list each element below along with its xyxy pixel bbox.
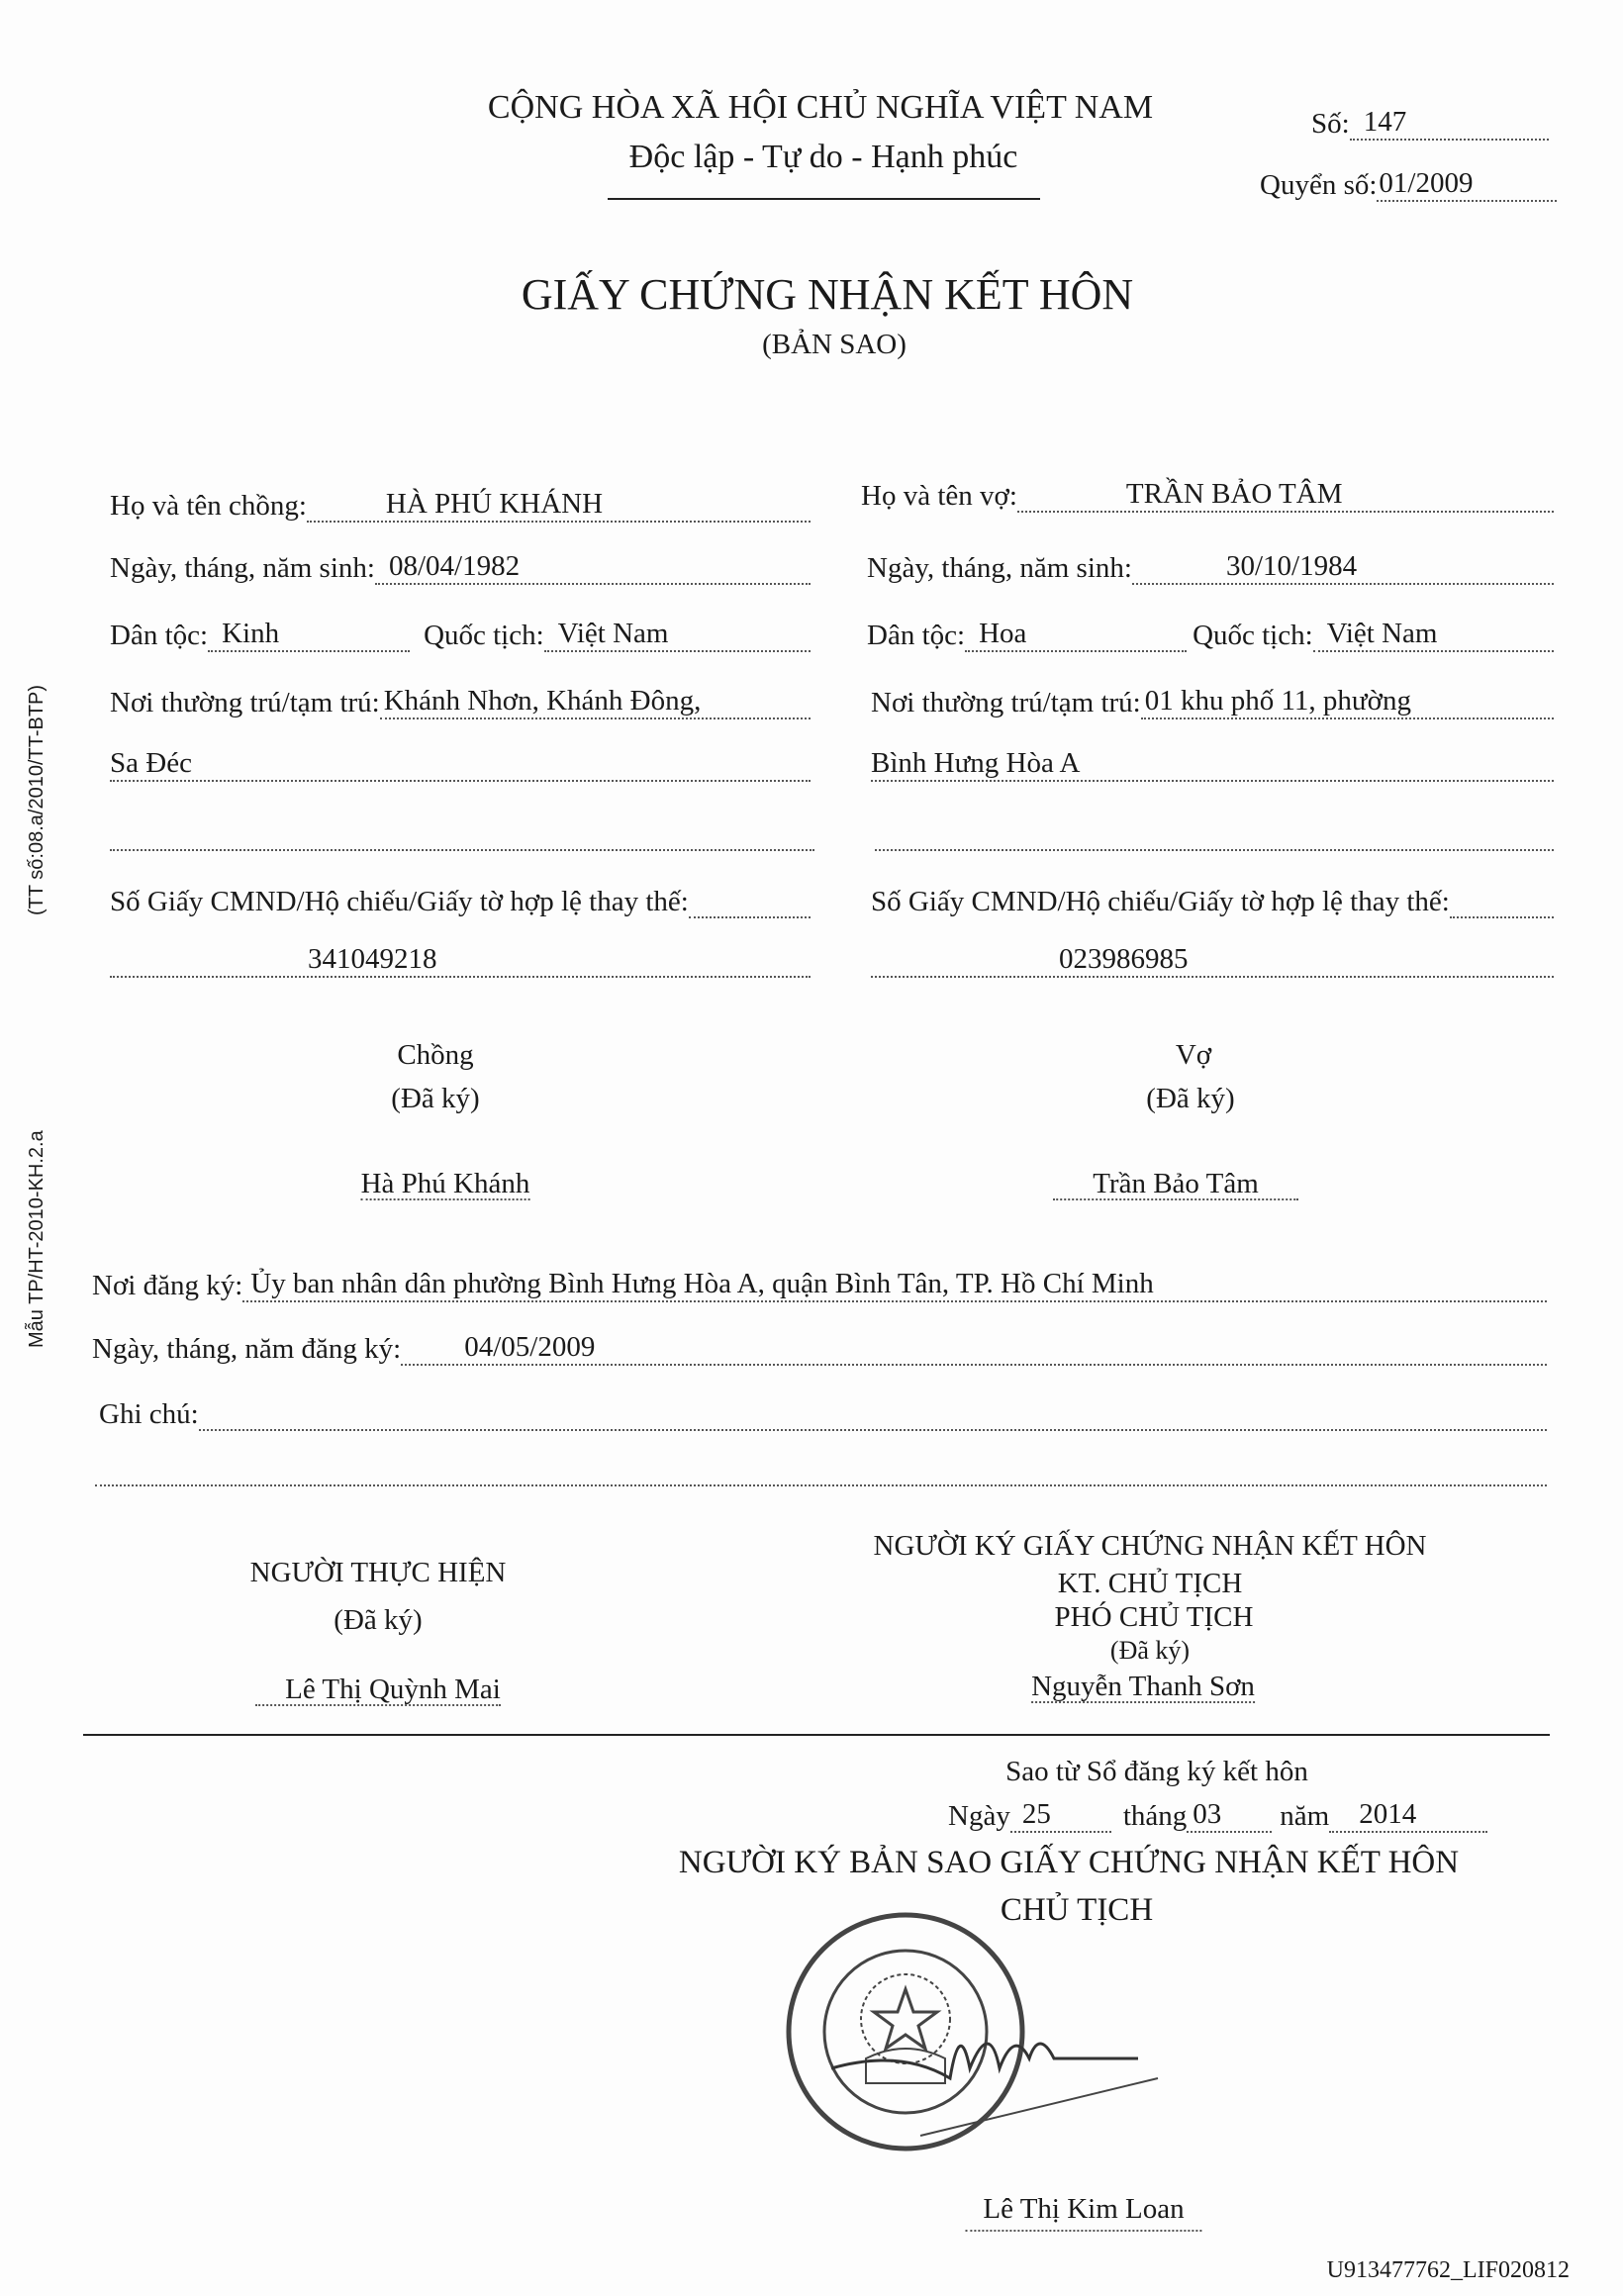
- copy-date: [948, 1799, 1487, 1833]
- divider: [83, 1734, 1550, 1736]
- wife-dob-field: [867, 551, 1554, 585]
- wife-address-line2: Bình Hưng Hòa A: [871, 748, 1554, 782]
- label: Số Giấy CMND/Hộ chiếu/Giấy tờ hợp lệ thay thế:: [871, 886, 1450, 918]
- label: Ngày, tháng, năm đăng ký:: [92, 1333, 402, 1365]
- wife-address-field: [871, 686, 1554, 719]
- husband-id-label-field: [110, 887, 811, 918]
- label: tháng: [1122, 1800, 1188, 1832]
- executor-signed: (Đã ký): [334, 1604, 423, 1636]
- wife-id: 023986985: [871, 944, 1554, 978]
- so-label: Số:: [1311, 108, 1350, 140]
- copy-source: Sao từ Sổ đăng ký kết hôn: [1005, 1756, 1308, 1787]
- label: Quốc tịch:: [424, 620, 544, 651]
- husband-address-field: [110, 686, 811, 719]
- document-code: U913477762_LIF020812: [1326, 2257, 1570, 2283]
- stamp-icon: [789, 1915, 1022, 2149]
- nation-heading: CỘNG HÒA XÃ HỘI CHỦ NGHĨA VIỆT NAM: [487, 89, 1154, 126]
- label: Nơi thường trú/tạm trú:: [871, 687, 1141, 718]
- quyen-field: [1260, 168, 1557, 202]
- wife-address-line3-field: [875, 819, 1554, 851]
- copy-month: 03: [1187, 1799, 1272, 1833]
- blank: [689, 887, 811, 918]
- quyen-label: Quyển số:: [1260, 169, 1378, 201]
- motto: Độc lập - Tự do - Hạnh phúc: [628, 139, 1018, 175]
- blank-line: [95, 1455, 1547, 1486]
- husband-nationality: Việt Nam: [544, 619, 811, 652]
- executor-title: NGƯỜI THỰC HIỆN: [249, 1557, 507, 1588]
- label: Họ và tên chồng:: [110, 490, 307, 522]
- quyen-value: 01/2009: [1377, 168, 1557, 202]
- note-field: [99, 1399, 1547, 1431]
- reg-date-field: [92, 1332, 1547, 1366]
- husband-name: HÀ PHÚ KHÁNH: [307, 489, 811, 523]
- reg-place-field: [92, 1269, 1547, 1302]
- copy-year: 2014: [1329, 1799, 1487, 1833]
- copy-signer-title: NGƯỜI KÝ BẢN SAO GIẤY CHỨNG NHẬN KẾT HÔN: [678, 1845, 1460, 1880]
- husband-name-field: [110, 489, 811, 523]
- wife-address-line2-field: [871, 748, 1554, 782]
- wife-name-field: [861, 479, 1554, 513]
- blank: [1450, 887, 1554, 918]
- wife-id-label-field: [871, 887, 1554, 918]
- motto-underline: [608, 198, 1040, 200]
- signer-signed: (Đã ký): [1109, 1636, 1191, 1665]
- husband-ethnic-field: [110, 619, 811, 652]
- label: Dân tộc:: [110, 620, 209, 651]
- wife-sign-name: Trần Bảo Tâm: [1053, 1170, 1298, 1200]
- wife-role: Vợ: [1175, 1039, 1212, 1071]
- wife-address-line1: 01 khu phố 11, phường: [1141, 686, 1554, 719]
- husband-ethnic: Kinh: [208, 619, 410, 652]
- so-value: 147: [1350, 107, 1549, 141]
- reg-place: Ủy ban nhân dân phường Bình Hưng Hòa A, quận Bình Tân, TP. Hồ Chí Minh: [242, 1269, 1547, 1302]
- so-field: [1311, 107, 1549, 141]
- husband-dob: 08/04/1982: [375, 551, 811, 585]
- label: Ngày, tháng, năm sinh:: [110, 552, 375, 584]
- husband-id: 341049218: [110, 944, 811, 978]
- wife-ethnic: Hoa: [965, 619, 1187, 652]
- husband-address-line3-field: [110, 819, 814, 851]
- label: Ngày, tháng, năm sinh:: [867, 552, 1132, 584]
- label: Họ và tên vợ:: [861, 480, 1017, 512]
- copy-day: 25: [1010, 1799, 1111, 1833]
- reg-date: 04/05/2009: [401, 1332, 1547, 1366]
- wife-name: TRẦN BẢO TÂM: [1017, 479, 1554, 513]
- blank-line: [875, 819, 1554, 851]
- husband-sign-name: Hà Phú Khánh: [360, 1168, 530, 1199]
- husband-id-field: [110, 944, 811, 978]
- husband-role: Chồng: [397, 1039, 474, 1071]
- husband-address-line2: Sa Đéc: [110, 748, 811, 782]
- label: Nơi đăng ký:: [92, 1270, 243, 1301]
- copy-signer-position: CHỦ TỊCH: [1000, 1892, 1154, 1928]
- note-line2: [95, 1455, 1547, 1486]
- husband-address-line2-field: [110, 748, 811, 782]
- circular-ref: (TT số:08.a/2010/TT-BTP): [26, 684, 48, 915]
- label: Số Giấy CMND/Hộ chiếu/Giấy tờ hợp lệ thay thế:: [110, 886, 689, 918]
- label: Ngày: [948, 1800, 1010, 1832]
- label: Quốc tịch:: [1193, 620, 1313, 651]
- official-stamp-and-signature: [782, 1910, 1316, 2167]
- wife-id-field: [871, 944, 1554, 978]
- husband-address-line1: Khánh Nhơn, Khánh Đông,: [380, 686, 811, 719]
- husband-signed: (Đã ký): [391, 1083, 480, 1114]
- signer-kt: KT. CHỦ TỊCH: [1057, 1568, 1243, 1599]
- signer-position: PHÓ CHỦ TỊCH: [1054, 1601, 1254, 1633]
- blank-line: [110, 819, 814, 851]
- wife-signed: (Đã ký): [1146, 1083, 1235, 1114]
- copy-signer-name: Lê Thị Kim Loan: [965, 2195, 1201, 2232]
- wife-dob: 30/10/1984: [1132, 551, 1554, 585]
- document-subtitle: (BẢN SAO): [762, 329, 907, 360]
- executor-name: Lê Thị Quỳnh Mai: [255, 1675, 501, 1706]
- note-value: [199, 1399, 1547, 1431]
- label: năm: [1280, 1800, 1330, 1832]
- form-ref: Mẫu TP/HT-2010-KH.2.a: [26, 1130, 48, 1348]
- signer-name: Nguyễn Thanh Sơn: [1031, 1671, 1255, 1702]
- label: Dân tộc:: [867, 620, 966, 651]
- wife-ethnic-field: [867, 619, 1554, 652]
- label: Ghi chú:: [99, 1398, 199, 1431]
- signer-title: NGƯỜI KÝ GIẤY CHỨNG NHẬN KẾT HÔN: [873, 1530, 1427, 1562]
- wife-nationality: Việt Nam: [1313, 619, 1554, 652]
- label: Nơi thường trú/tạm trú:: [110, 687, 380, 718]
- husband-dob-field: [110, 551, 811, 585]
- document-title: GIẤY CHỨNG NHẬN KẾT HÔN: [521, 270, 1134, 319]
